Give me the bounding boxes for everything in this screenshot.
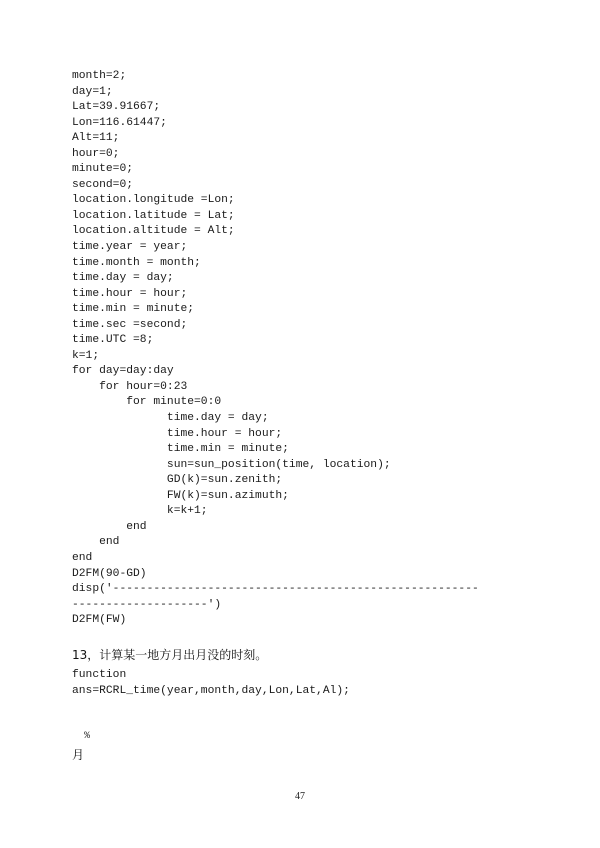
code-line: day=1; (72, 85, 113, 98)
function-line: ans=RCRL_time(year,month,day,Lon,Lat,Al); (72, 684, 350, 697)
code-line: time.min = minute; (72, 303, 195, 316)
code-line: time.month = month; (72, 256, 201, 269)
code-line: disp('------------------------------------------------------ (72, 583, 479, 596)
function-block (72, 668, 350, 699)
section-heading: 13，计算某一地方月出月没的时刻。 (72, 648, 268, 662)
code-line: D2FM(FW) (72, 614, 127, 627)
code-line: sun=sun_position(time, location); (72, 458, 391, 471)
code-line: location.altitude = Alt; (72, 225, 235, 238)
code-line: time.day = day; (72, 412, 269, 425)
code-line: Lat=39.91667; (72, 101, 161, 114)
code-line: for minute=0:0 (72, 396, 222, 409)
code-line: end (72, 520, 147, 533)
code-line: D2FM(90-GD) (72, 567, 147, 580)
code-line: time.hour = hour; (72, 427, 283, 440)
trailing-text: 月 (72, 748, 85, 762)
comment-percent-mark: % (84, 731, 91, 742)
code-line: Lon=116.61447; (72, 116, 167, 129)
code-line: time.day = day; (72, 272, 174, 285)
code-line: end (72, 551, 93, 564)
code-line: GD(k)=sun.zenith; (72, 474, 283, 487)
code-line: second=0; (72, 178, 134, 191)
code-line: time.UTC =8; (72, 334, 154, 347)
code-line: time.min = minute; (72, 443, 289, 456)
code-line: Alt=11; (72, 132, 120, 145)
code-line: month=2; (72, 70, 127, 82)
code-block (72, 69, 542, 629)
page-number: 47 (295, 791, 305, 802)
code-line: hour=0; (72, 147, 120, 160)
code-line: location.latitude = Lat; (72, 209, 235, 222)
code-line: k=1; (72, 349, 100, 362)
code-line: k=k+1; (72, 505, 208, 518)
code-line: for day=day:day (72, 365, 174, 378)
code-line: --------------------') (72, 598, 222, 611)
code-line: for hour=0:23 (72, 380, 188, 393)
code-line: time.hour = hour; (72, 287, 188, 300)
code-line: time.sec =second; (72, 318, 188, 331)
code-line: minute=0; (72, 163, 134, 176)
code-line: time.year = year; (72, 241, 188, 254)
code-line: FW(k)=sun.azimuth; (72, 489, 289, 502)
code-line: location.longitude =Lon; (72, 194, 235, 207)
function-line: function (72, 669, 127, 681)
code-line: end (72, 536, 120, 549)
